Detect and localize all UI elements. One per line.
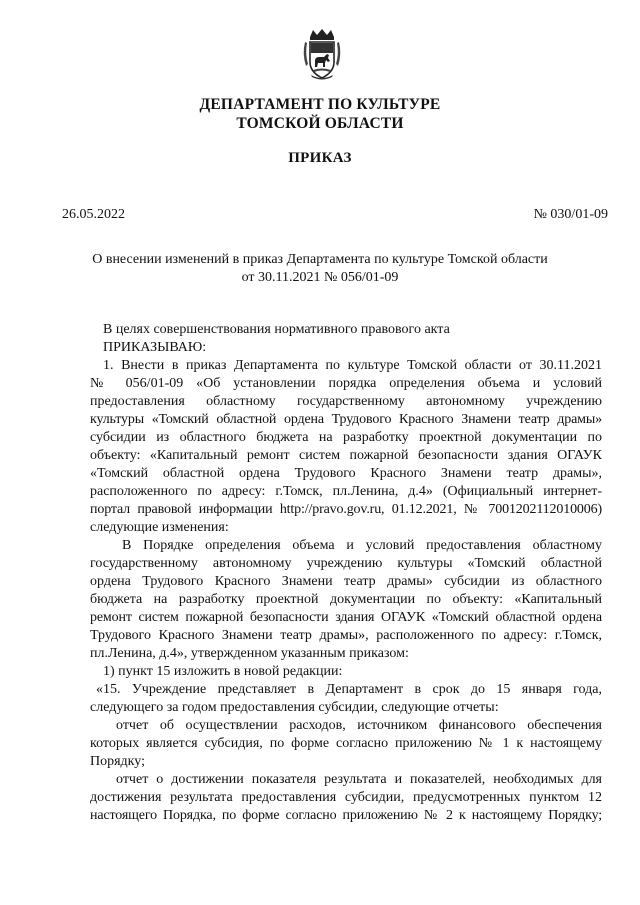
body-line: В Порядке определения объема и условий предоставления областному (122, 538, 602, 553)
order-date: 26.05.2022 (62, 207, 125, 222)
body-line: № 056/01-09 «Об установлении порядка определения объема и условий (90, 376, 602, 391)
body-line: отчет об осуществлении расходов, источником финансового обеспечения (116, 718, 602, 733)
body-line: достижения результата предоставления субсидии, предусмотренных пунктом 12 (90, 790, 602, 805)
body-line: 1. Внести в приказ Департамента по культуре Томской области от 30.11.2021 (103, 358, 602, 373)
body-line: «Томский областной ордена Трудового Красного Знамени театр драмы», (90, 466, 602, 481)
body-line: следующего за годом предоставления субсидии, следующие отчеты: (90, 700, 499, 715)
body-line: государственному автономному учреждению культуры «Томский областной (90, 556, 602, 571)
body-line: ремонт систем пожарной безопасности здания ОГАУК «Томский областной ордена (90, 610, 602, 625)
document-type-title: ПРИКАЗ (288, 150, 352, 166)
body-line: ПРИКАЗЫВАЮ: (103, 340, 207, 355)
body-line: Трудового Красного Знамени театр драмы», расположенного по адресу: г.Томск, (90, 628, 602, 643)
body-line: «15. Учреждение представляет в Департамент в срок до 15 января года, (96, 682, 602, 697)
body-line: расположенного по адресу: г.Томск, пл.Ленина, д.4» (Официальный интернет- (90, 484, 602, 499)
body-line: портал правовой информации http://pravo.gov.ru, 01.12.2021, № 7001202112010006) (90, 502, 602, 517)
body-line: культуры «Томский областной ордена Трудового Красного Знамени театр драмы» (90, 412, 602, 427)
order-subject-line2: от 30.11.2021 № 056/01-09 (241, 270, 399, 285)
body-line: 1) пункт 15 изложить в новой редакции: (103, 664, 343, 679)
order-number: № 030/01-09 (533, 207, 608, 222)
body-line: субсидии из областного бюджета на разработку проектной документации по (90, 430, 602, 445)
body-line: предоставления областному государственному автономному учреждению (90, 394, 602, 409)
department-name-line2: ТОМСКОЙ ОБЛАСТИ (236, 115, 404, 132)
body-line: бюджета на разработку проектной документации по объекту: «Капитальный (90, 592, 602, 607)
body-line: В целях совершенствования нормативного правового акта (103, 322, 450, 337)
body-line: ордена Трудового Красного Знамени театр драмы» субсидии из областного (90, 574, 602, 589)
body-line: пл.Ленина, д.4», утвержденном указанным приказом: (90, 646, 409, 661)
body-line: объекту: «Капитальный ремонт систем пожарной безопасности здания ОГАУК (90, 448, 602, 463)
order-subject-line1: О внесении изменений в приказ Департамента по культуре Томской области (92, 252, 548, 267)
body-line: настоящего Порядка, по форме согласно приложению № 2 к настоящему Порядку; (90, 808, 602, 823)
body-line: следующие изменения: (90, 520, 229, 535)
body-line: Порядку; (90, 754, 145, 769)
body-line: которых является субсидия, по форме согласно приложению № 1 к настоящему (90, 736, 602, 751)
body-line: отчет о достижении показателя результата и показателей, необходимых для (116, 772, 602, 787)
tomsk-region-coat-of-arms-icon (302, 28, 342, 80)
department-name-line1: ДЕПАРТАМЕНТ ПО КУЛЬТУРЕ (199, 96, 441, 113)
